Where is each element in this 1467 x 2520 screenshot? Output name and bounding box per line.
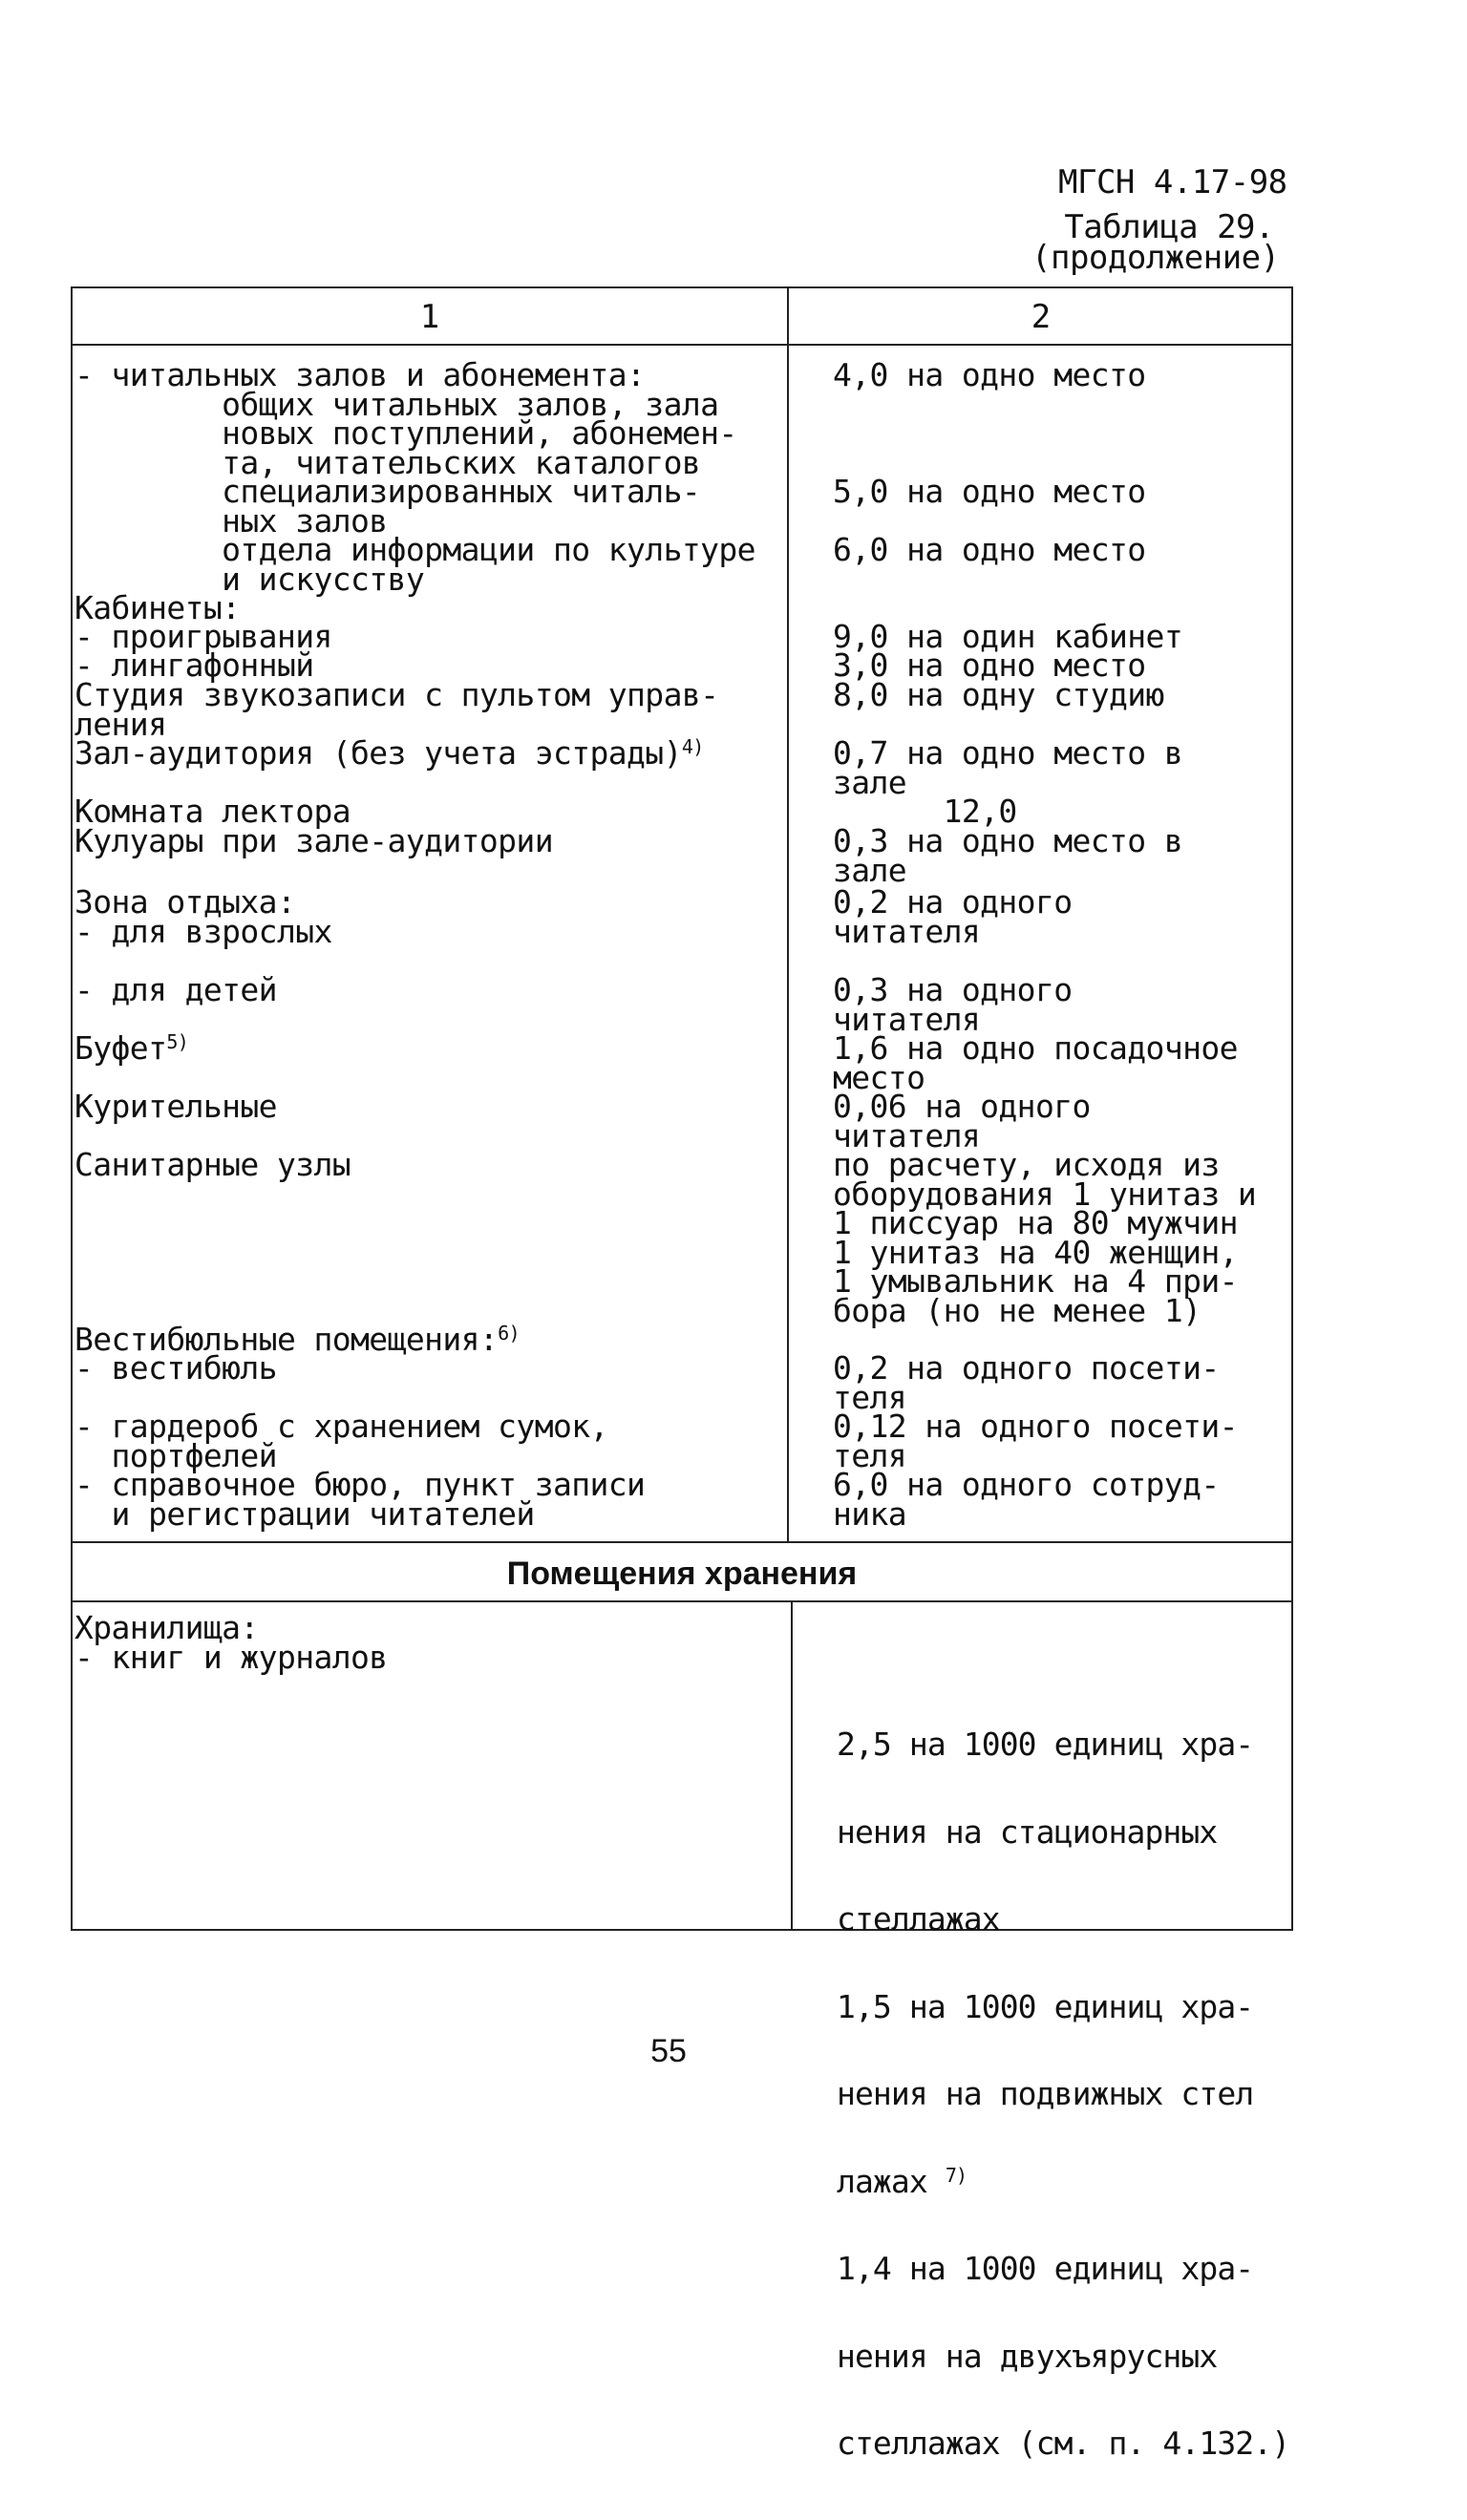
row-language-lab-label: - лингафонный (74, 646, 314, 684)
column-header-2: 2 (1031, 298, 1052, 336)
row-storage-value: 2,5 на 1000 единиц хра- нения на стационарных стеллажах 1,5 на 1000 единиц хра- нения на подвижных стел лажах $^{7)}$ 1,4 на 1000 единиц хра- нения на двухъярусных стеллажах (см. п. 4.132.) (837, 1726, 1290, 2462)
row-lobby-auditorium-value: 0,3 на одно место в зале (833, 822, 1183, 889)
row-studio-value: 8,0 на одну студию (833, 676, 1164, 713)
footnote-4: 4) (681, 735, 704, 758)
row-cabinets-label: Кабинеты: (74, 589, 241, 626)
row-culture-info-label: отдела информации по культуре и искусству (74, 531, 755, 598)
row-auditorium-value: 0,7 на одно место в зале (833, 734, 1183, 801)
row-children-label: - для детей (74, 971, 277, 1008)
row-info-desk-value: 6,0 на одного сотруд- ника (833, 1466, 1220, 1533)
row-wardrobe-label: - гардероб с хранением сумок, портфелей (74, 1408, 608, 1474)
table-label (1031, 208, 1280, 277)
row-vestibule-label: - вестибюль (74, 1349, 277, 1387)
row-children-value: 0,3 на одного читателя (833, 971, 1073, 1038)
header-divider (71, 344, 1293, 346)
column-divider (787, 286, 789, 1541)
footnote-6: 6) (498, 1322, 521, 1345)
footnote-5: 5) (166, 1030, 189, 1053)
row-buffet-label: Буфет$^{5)}$ (74, 1029, 189, 1067)
row-lecturer-room-label: Комната лектора (74, 793, 351, 830)
column-divider-lower (791, 1600, 793, 1931)
footnote-7: 7) (945, 2163, 967, 2187)
column-header-1: 1 (419, 298, 440, 336)
row-vestibule-group-label: Вестибюльные помещения:$^{6)}$ (74, 1321, 521, 1358)
section-heading-storage: Помещения хранения (506, 1556, 858, 1592)
row-playback-value: 9,0 на один кабинет (833, 618, 1183, 655)
document-code: МГСН 4.17-98 (1058, 163, 1287, 201)
row-lecturer-room-value: 12,0 (833, 793, 1017, 830)
row-language-lab-value: 3,0 на одно место (833, 646, 1146, 684)
row-reading-halls-value: 4,0 на одно место (833, 356, 1146, 393)
row-sanitary-label: Санитарные узлы (74, 1146, 351, 1183)
row-wardrobe-value: 0,12 на одного посети- теля (833, 1408, 1238, 1474)
row-smoking-label: Курительные (74, 1088, 277, 1125)
row-playback-label: - проигрывания (74, 618, 332, 655)
row-lobby-auditorium-label: Кулуары при зале-аудитории (74, 822, 553, 859)
row-rest-zone-label: Зона отдыха: - для взрослых (74, 883, 332, 950)
table-number: Таблица 29. (1064, 208, 1274, 246)
row-specialized-halls-label: специализированных читаль- ных залов (74, 473, 701, 540)
row-buffet-value: 1,6 на одно посадочное место (833, 1029, 1238, 1096)
row-info-desk-label: - справочное бюро, пункт записи и регистрации читателей (74, 1466, 646, 1533)
row-reading-halls-label: - читальных залов и абонемента: общих читальных залов, зала новых поступлений, абонемен- та, читательских каталогов (74, 356, 737, 481)
row-vestibule-value: 0,2 на одного посети- теля (833, 1349, 1220, 1416)
section-top-line (71, 1541, 1293, 1543)
row-sanitary-value: по расчету, исходя из оборудования 1 унитаз и 1 писсуар на 80 мужчин 1 унитаз на 40 женщин, 1 умывальник на 4 при- бора (но не менее 1) (833, 1146, 1257, 1329)
row-specialized-halls-value: 5,0 на одно место (833, 473, 1146, 510)
row-studio-label: Студия звукозаписи с пультом управ- ления (74, 676, 719, 743)
page-number: 55 (650, 2033, 687, 2069)
row-auditorium-label: Зал-аудитория (без учета эстрады)$^{4)}$ (74, 734, 704, 772)
section-bottom-line (71, 1600, 1293, 1602)
row-smoking-value: 0,06 на одного читателя (833, 1088, 1091, 1154)
table-continuation: (продолжение) (1031, 239, 1280, 277)
row-culture-info-value: 6,0 на одно место (833, 531, 1146, 568)
row-rest-zone-value: 0,2 на одного читателя (833, 883, 1073, 950)
row-storage-label: Хранилища: - книг и журналов (74, 1609, 388, 1676)
